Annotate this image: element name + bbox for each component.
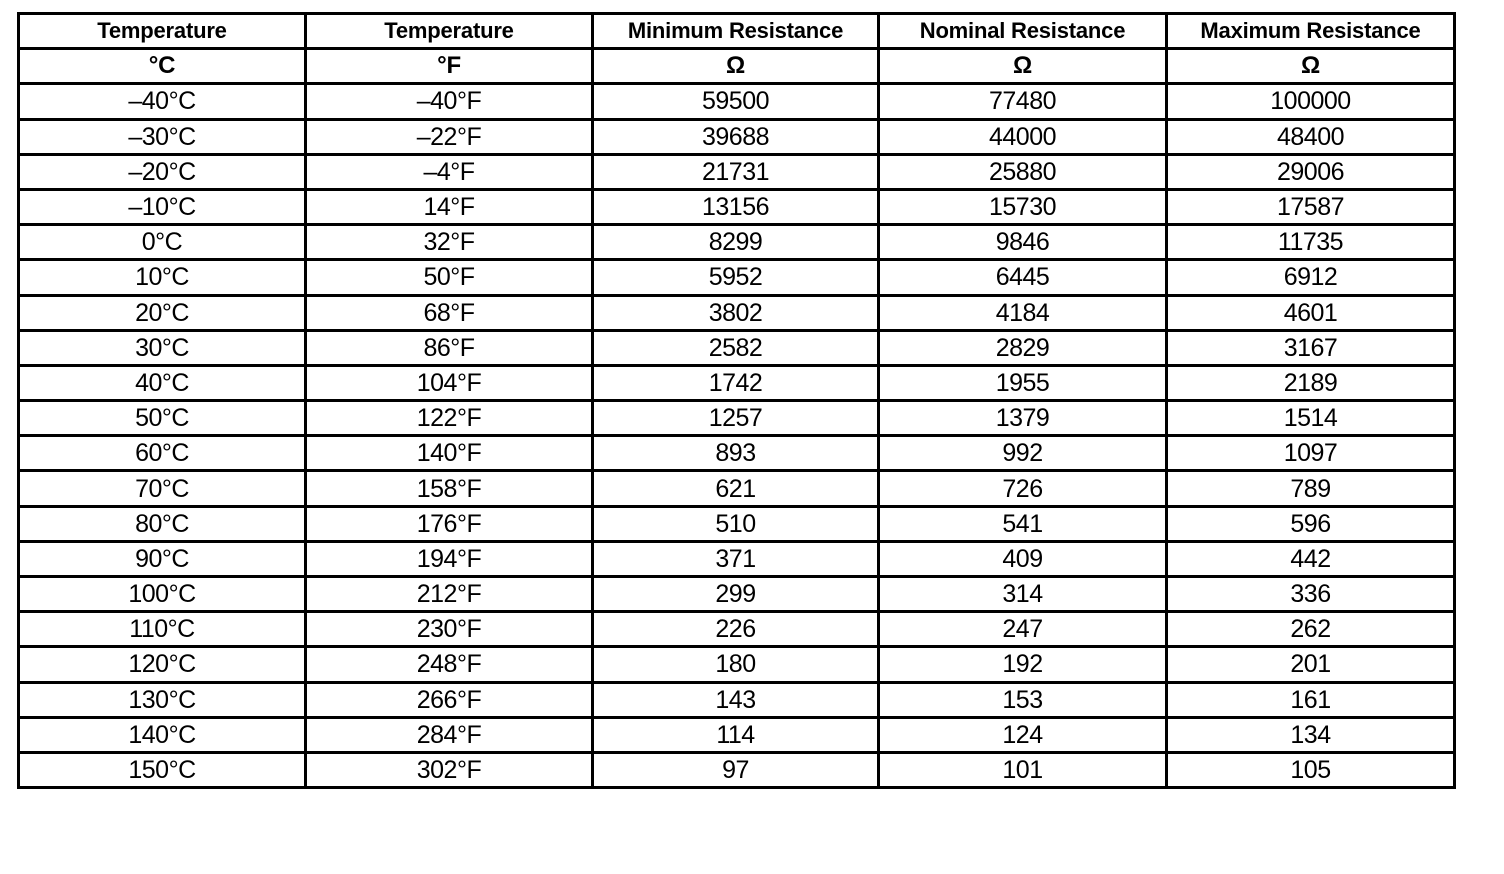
cell-temp-fahrenheit: 284°F [306, 717, 593, 752]
cell-min-resistance: 5952 [593, 260, 879, 295]
cell-temp-fahrenheit: 50°F [306, 260, 593, 295]
cell-min-resistance: 299 [593, 577, 879, 612]
cell-temp-fahrenheit: 122°F [306, 401, 593, 436]
cell-temp-celsius: 30°C [19, 330, 306, 365]
table-row [19, 365, 1455, 400]
header-maximum-resistance: Maximum Resistance [1167, 14, 1455, 49]
cell-temp-celsius: 10°C [19, 260, 306, 295]
table-row [19, 541, 1455, 576]
cell-temp-celsius: 80°C [19, 506, 306, 541]
cell-min-resistance: 39688 [593, 119, 879, 154]
cell-temp-celsius: 150°C [19, 752, 306, 787]
table-row [19, 225, 1455, 260]
cell-max-resistance: 48400 [1167, 119, 1455, 154]
table-row [19, 577, 1455, 612]
table-row [19, 717, 1455, 752]
cell-temp-fahrenheit: 14°F [306, 189, 593, 224]
cell-max-resistance: 3167 [1167, 330, 1455, 365]
cell-min-resistance: 143 [593, 682, 879, 717]
cell-min-resistance: 510 [593, 506, 879, 541]
table-row [19, 506, 1455, 541]
cell-temp-celsius: 100°C [19, 577, 306, 612]
cell-max-resistance: 336 [1167, 577, 1455, 612]
cell-temp-celsius: 60°C [19, 436, 306, 471]
cell-max-resistance: 789 [1167, 471, 1455, 506]
cell-max-resistance: 4601 [1167, 295, 1455, 330]
cell-temp-celsius: 70°C [19, 471, 306, 506]
cell-temp-fahrenheit: 212°F [306, 577, 593, 612]
unit-fahrenheit: °F [306, 49, 593, 84]
cell-max-resistance: 262 [1167, 612, 1455, 647]
cell-max-resistance: 17587 [1167, 189, 1455, 224]
cell-nominal-resistance: 153 [879, 682, 1167, 717]
cell-nominal-resistance: 6445 [879, 260, 1167, 295]
cell-temp-celsius: 110°C [19, 612, 306, 647]
cell-temp-fahrenheit: 230°F [306, 612, 593, 647]
cell-temp-fahrenheit: 32°F [306, 225, 593, 260]
cell-temp-celsius: –20°C [19, 154, 306, 189]
cell-min-resistance: 621 [593, 471, 879, 506]
unit-ohm-min: Ω [593, 49, 879, 84]
cell-temp-celsius: –40°C [19, 84, 306, 119]
cell-min-resistance: 8299 [593, 225, 879, 260]
cell-nominal-resistance: 77480 [879, 84, 1167, 119]
table-row [19, 752, 1455, 787]
cell-temp-celsius: 20°C [19, 295, 306, 330]
cell-temp-celsius: 50°C [19, 401, 306, 436]
table-row [19, 154, 1455, 189]
cell-nominal-resistance: 992 [879, 436, 1167, 471]
cell-min-resistance: 1257 [593, 401, 879, 436]
cell-nominal-resistance: 44000 [879, 119, 1167, 154]
cell-temp-fahrenheit: 140°F [306, 436, 593, 471]
cell-nominal-resistance: 124 [879, 717, 1167, 752]
header-temperature-celsius: Temperature [19, 14, 306, 49]
table-row [19, 84, 1455, 119]
table-row [19, 330, 1455, 365]
cell-temp-celsius: –30°C [19, 119, 306, 154]
cell-min-resistance: 21731 [593, 154, 879, 189]
cell-nominal-resistance: 1379 [879, 401, 1167, 436]
cell-nominal-resistance: 1955 [879, 365, 1167, 400]
cell-temp-fahrenheit: 302°F [306, 752, 593, 787]
cell-min-resistance: 180 [593, 647, 879, 682]
cell-nominal-resistance: 726 [879, 471, 1167, 506]
table-row [19, 471, 1455, 506]
table-row [19, 612, 1455, 647]
cell-max-resistance: 1097 [1167, 436, 1455, 471]
cell-temp-celsius: 130°C [19, 682, 306, 717]
unit-ohm-nominal: Ω [879, 49, 1167, 84]
cell-max-resistance: 6912 [1167, 260, 1455, 295]
table-row [19, 189, 1455, 224]
cell-nominal-resistance: 247 [879, 612, 1167, 647]
cell-min-resistance: 59500 [593, 84, 879, 119]
table-row [19, 682, 1455, 717]
cell-min-resistance: 1742 [593, 365, 879, 400]
cell-nominal-resistance: 192 [879, 647, 1167, 682]
cell-nominal-resistance: 314 [879, 577, 1167, 612]
cell-temp-celsius: –10°C [19, 189, 306, 224]
table-row [19, 260, 1455, 295]
cell-max-resistance: 29006 [1167, 154, 1455, 189]
cell-temp-celsius: 40°C [19, 365, 306, 400]
cell-nominal-resistance: 2829 [879, 330, 1167, 365]
cell-nominal-resistance: 25880 [879, 154, 1167, 189]
cell-temp-fahrenheit: 158°F [306, 471, 593, 506]
cell-nominal-resistance: 409 [879, 541, 1167, 576]
cell-max-resistance: 201 [1167, 647, 1455, 682]
cell-max-resistance: 1514 [1167, 401, 1455, 436]
cell-min-resistance: 371 [593, 541, 879, 576]
cell-temp-celsius: 90°C [19, 541, 306, 576]
cell-nominal-resistance: 101 [879, 752, 1167, 787]
cell-temp-celsius: 120°C [19, 647, 306, 682]
cell-min-resistance: 114 [593, 717, 879, 752]
cell-temp-fahrenheit: 104°F [306, 365, 593, 400]
table-row [19, 295, 1455, 330]
cell-min-resistance: 2582 [593, 330, 879, 365]
cell-temp-celsius: 140°C [19, 717, 306, 752]
cell-nominal-resistance: 9846 [879, 225, 1167, 260]
cell-max-resistance: 161 [1167, 682, 1455, 717]
header-minimum-resistance: Minimum Resistance [593, 14, 879, 49]
cell-temp-fahrenheit: –40°F [306, 84, 593, 119]
cell-min-resistance: 893 [593, 436, 879, 471]
cell-max-resistance: 2189 [1167, 365, 1455, 400]
cell-min-resistance: 13156 [593, 189, 879, 224]
table-row [19, 436, 1455, 471]
cell-max-resistance: 442 [1167, 541, 1455, 576]
cell-temp-fahrenheit: –4°F [306, 154, 593, 189]
table-row [19, 119, 1455, 154]
unit-ohm-max: Ω [1167, 49, 1455, 84]
cell-temp-fahrenheit: –22°F [306, 119, 593, 154]
cell-temp-celsius: 0°C [19, 225, 306, 260]
units-row [19, 49, 1455, 84]
cell-temp-fahrenheit: 176°F [306, 506, 593, 541]
cell-min-resistance: 226 [593, 612, 879, 647]
cell-min-resistance: 97 [593, 752, 879, 787]
cell-temp-fahrenheit: 68°F [306, 295, 593, 330]
cell-max-resistance: 105 [1167, 752, 1455, 787]
table-row [19, 647, 1455, 682]
header-row [19, 14, 1455, 49]
table-row [19, 401, 1455, 436]
cell-max-resistance: 596 [1167, 506, 1455, 541]
cell-temp-fahrenheit: 86°F [306, 330, 593, 365]
cell-max-resistance: 134 [1167, 717, 1455, 752]
header-nominal-resistance: Nominal Resistance [879, 14, 1167, 49]
cell-temp-fahrenheit: 194°F [306, 541, 593, 576]
cell-temp-fahrenheit: 266°F [306, 682, 593, 717]
cell-max-resistance: 11735 [1167, 225, 1455, 260]
cell-max-resistance: 100000 [1167, 84, 1455, 119]
table-body [19, 84, 1455, 788]
cell-nominal-resistance: 15730 [879, 189, 1167, 224]
cell-temp-fahrenheit: 248°F [306, 647, 593, 682]
cell-nominal-resistance: 4184 [879, 295, 1167, 330]
cell-nominal-resistance: 541 [879, 506, 1167, 541]
unit-celsius: °C [19, 49, 306, 84]
cell-min-resistance: 3802 [593, 295, 879, 330]
resistance-table [17, 12, 1456, 789]
header-temperature-fahrenheit: Temperature [306, 14, 593, 49]
